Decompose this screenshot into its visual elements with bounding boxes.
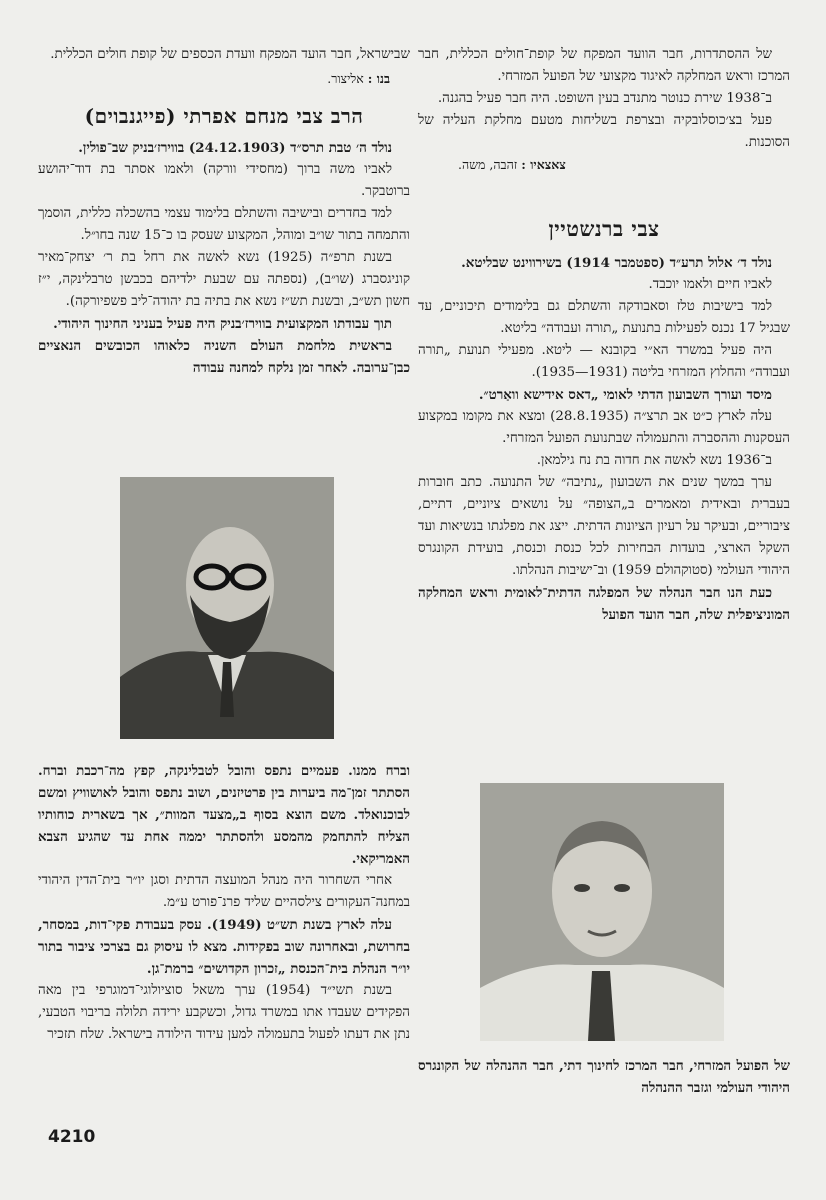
descendants-label: צאצאיו : — [521, 157, 566, 172]
paragraph: בשנת תשי״ד (1954) ערך משאל סוציולוגי־דמוגרפי בין מאה הפקידים שעבדו אתו במשרד גדול, וכשקבע ירידה תלולה בריבוי הטבעי, נתן את דעתו לפעול בתעמולה למען עידוד הילודה בישראל. שלח תזכיר — [38, 983, 410, 1042]
paragraph: ערך במשך שנים את השבועון „נתיבה״ של התנועה. כתב חוברות בעברית ובאידית ומאמרים ב„הצופה״ על נושאים ציוניים, דתיים, ציבוריים, ובעיקר על רעיון הציונות הדתית. ייצג את מפלגתו בנשיאות ועד השקל הארצי, בועדות הבחירות לכל כנסת וכנסת, בועידת הקונגרס היהודי העולמי (סטוקהולם 1959) וב־ישיבות הנהלתו. — [418, 475, 790, 578]
paragraph: אחרי השחרור היה מנהל המועצה הדתית וסגן יו״ר בית־הדין היהודי במחנה־העקורים צילסהיים שליד פרנ־פורט ע״מ. — [38, 873, 410, 910]
descendants-line — [418, 154, 790, 176]
right-column-bottom — [418, 1055, 790, 1099]
paragraph: בשנת תרפ״ה (1925) נשא לאשה את רחל בת ר׳ יצחק־מאיר קוניגסברג (שו״ב), (נספתה עם שבעת ילדיהם בכבשן טרבלינקה, י״ז חשון תש״ב, ובשנת תש״ז נשא את בתיה בת יהודה־ליב פשפיורקה). — [38, 250, 410, 309]
paragraph: בראשית מלחמת העולם השניה כלאוהו הכובשים הנאציים כבן־ערובה. לאחר זמן נלקח למחנה עבודה — [38, 338, 410, 376]
son-line — [38, 68, 410, 90]
paragraph: עלה לארץ בשנת תש״ט (1949). עסק בעבודת פקי־דות, במסחר, בחרושת, ובאחרונה שוב בפקידות. מצא לו עיסוק גם בצרכי ציבור בתור יו״ר הנהלת בית־הכנסת „זכרון הקדושים״ ברמת־גן. — [38, 917, 410, 977]
portrait-illustration — [480, 783, 724, 1041]
portrait-photo-efrati — [120, 477, 334, 739]
paragraph: עלה לארץ כ״ט אב תרצ״ה (28.8.1935) ומצא את מקומו במקצוע העסקנות וההסברה והתעמולה שבתנועת הפועל המזרחי. — [418, 409, 790, 446]
paragraph: מיסד ועורך השבועון הדתי לאומי „דאס אידישא וואַרט״. — [478, 387, 772, 403]
page-number: 4210 — [48, 1127, 96, 1147]
paragraph: למד בחדרים ובישיבה והשתלם בלימוד עצמי בהשכלה כללית, הוסמך והתמחה בתור שו״ב ומוהל, המקצוע שעסק בו כ־15 שנה בחו״ל. — [38, 206, 410, 243]
paragraph: לאביו חיים ולאמו יוכבד. — [648, 277, 772, 292]
bio-title-bernstein: צבי ברנשטיין — [548, 216, 660, 241]
descendants-names: זהבה, משה. — [458, 157, 518, 172]
paragraph: ב־1936 נשא לאשה את חדוה בת נח גילמאן. — [536, 453, 772, 468]
paragraph: כעת הנו חבר הנהלה של המפלגה הדתית־לאומית וראש המחלקה המוניציפלית שלה, חבר הועד הפועל — [418, 585, 790, 623]
son-label: בנו : — [367, 71, 390, 86]
right-column — [418, 44, 790, 626]
portrait-illustration — [120, 477, 334, 739]
paragraph: לאביו משה ברוך (מחסידי וורקה) ולאמו אסתר בת דוד־יהושע ברוטבקר. — [38, 162, 410, 199]
paragraph: נולד ה׳ טבת תרס״ד (24.12.1903) בווירז׳בניק שב־פולין. — [78, 140, 392, 156]
paragraph: נולד ד׳ אלול תרע״ד (ספטמבר 1914) בשירווינט שבליטא. — [461, 255, 772, 271]
paragraph: שבישראל, חבר הועד המפקח וועדת הכספים של קופת חולים הכללית. — [50, 47, 410, 62]
paragraph: תוך עבודתו המקצועית בווירז׳בניק היה פעיל בעניני החינוך היהודי. — [53, 316, 392, 332]
left-column-lower — [38, 760, 410, 1046]
paragraph: של הפועל המזרחי, חבר המרכז לחינוך דתי, חבר ההנהלה של הקונגרס היהודי העולמי וגזבר ההנהלה — [418, 1058, 790, 1096]
portrait-photo-bernstein — [480, 783, 724, 1041]
son-name: אליצור. — [327, 71, 364, 86]
paragraph: ב־1938 שירת כנוטר מתנדב בעין השופט. היה חבר פעיל בהגנה. — [437, 91, 772, 106]
paragraph: פעל בצ׳כוסלובקיה ובצרפת בשליחות מטעם מחלקת העליה של הסוכנות. — [418, 113, 790, 150]
paragraph: של ההסתדרות, חבר הוועד המפקח של קופת־חולים הכללית, חבר המרכז וראש המחלקה לאיגוד מקצועי של הפועל המזרחי. — [418, 47, 790, 84]
paragraph: וברח ממנו. פעמיים נתפס והובל לטבלינקה, קפץ מה־רכבת וברח. הסתתר זמן־מה ביערות בין פרטיזנים, ושוב נתפס והובל לאושוויץ ומשם לבוכנואלד. משם הוצא בסוף ב„מצעד המוות״, אך בשארית כוחותיו הצליח להתחמק מהמסע ולהסתתר יממה אחת עד שהגיע הצבא האמריקאי. — [38, 763, 410, 867]
paragraph: היה פעיל במשרד הא״י בקובנא — ליטא. מפעילי תנועת „תורה ועבודה״ והחלוץ המזרחי בליטה (1931—1935). — [418, 343, 790, 380]
bio-title-efrati: הרב צבי מנחם אפרתי (פייגנבוים) — [84, 104, 364, 128]
paragraph: למד בישיבות טלז וסאבודקה והשתלם גם בלימודים תיכוניים, עד שבגיל 17 נכנס לפעילות בתנועת „תורה ועבודה״ בליטא. — [418, 299, 790, 336]
left-column — [38, 44, 410, 379]
